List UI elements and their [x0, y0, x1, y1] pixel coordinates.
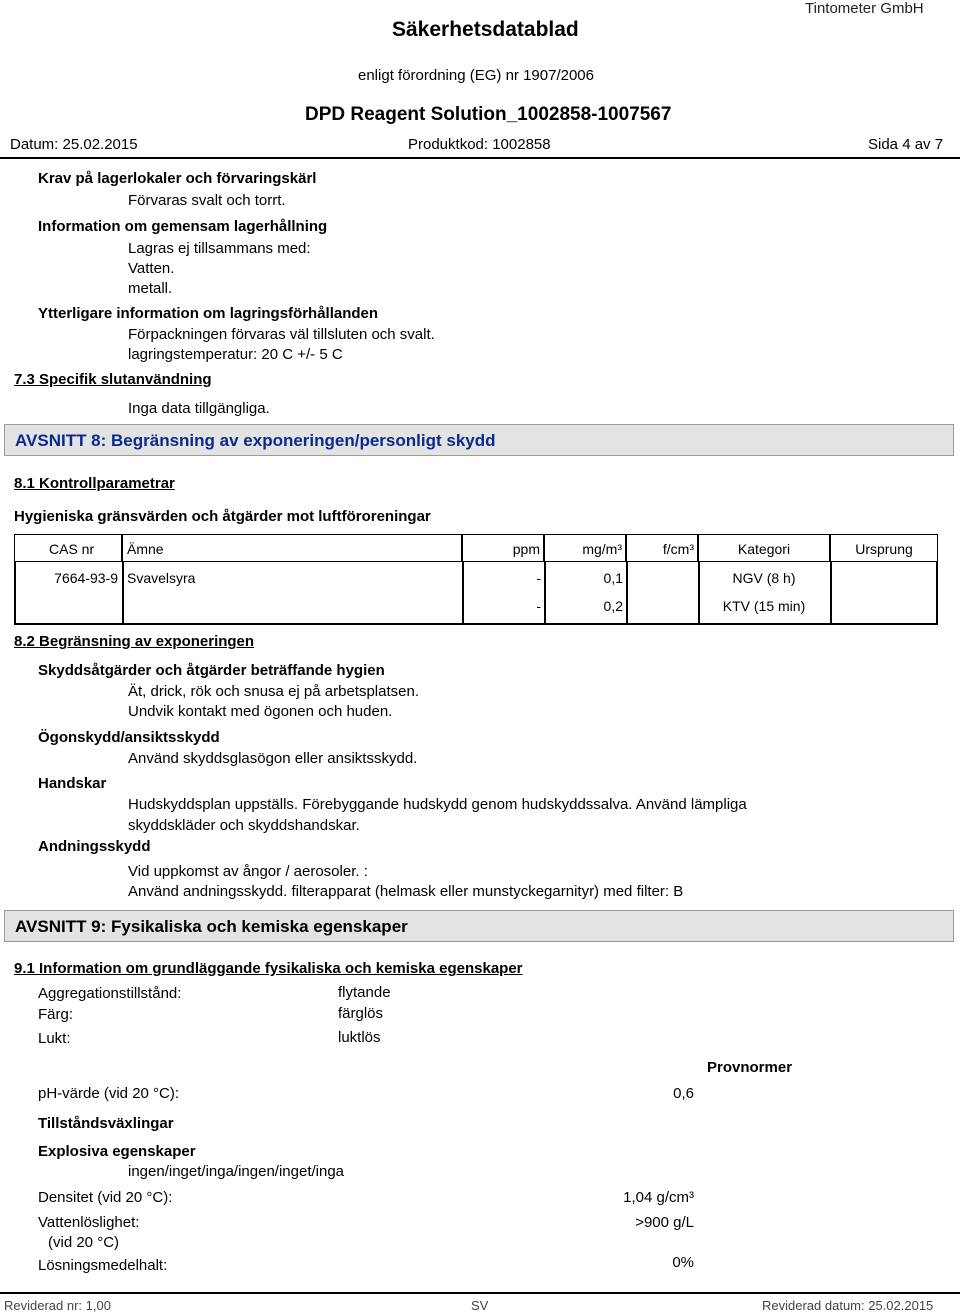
joint-storage-line: Vatten. [128, 260, 175, 277]
solvent-content-label: Lösningsmedelhalt: [38, 1257, 168, 1274]
table-cell-mg: 0,1 [603, 570, 623, 586]
color-label: Färg: [38, 1006, 74, 1023]
storage-extra-line: Förpackningen förvaras väl tillsluten och svalt. [128, 326, 435, 343]
physical-properties-heading: 9.1 Information om grundläggande fysikaliska och kemiska egenskaper [14, 960, 523, 977]
document-title: Säkerhetsdatablad [392, 18, 579, 41]
respiratory-line: Använd andningsskydd. filterapparat (helmask eller munstyckegarnityr) med filter: B [128, 883, 684, 900]
header-date: Datum: 25.02.2015 [10, 136, 138, 153]
respiratory-line: Vid uppkomst av ångor / aerosoler. : [128, 863, 368, 880]
table-border [936, 562, 938, 624]
end-use-text: Inga data tillgängliga. [128, 400, 270, 417]
table-border [830, 562, 832, 624]
state-value: flytande [338, 984, 391, 1001]
section-8-bar [4, 424, 954, 456]
density-value: 1,04 g/cm³ [623, 1189, 694, 1206]
regulation-line: enligt förordning (EG) nr 1907/2006 [358, 67, 594, 84]
storage-extra-line: lagringstemperatur: 20 C +/- 5 C [128, 346, 343, 363]
table-header-fibres: f/cm³ [626, 534, 698, 562]
storage-requirements-text: Förvaras svalt och torrt. [128, 192, 286, 209]
section-8-title: AVSNITT 8: Begränsning av exponeringen/personligt skydd [15, 431, 496, 450]
header-rule [0, 157, 960, 159]
control-parameters-heading: 8.1 Kontrollparametrar [14, 475, 175, 492]
storage-requirements-heading: Krav på lagerlokaler och förvaringskärl [38, 170, 317, 187]
phase-transitions-heading: Tillståndsväxlingar [38, 1115, 174, 1132]
gloves-line: skyddskläder och skyddshandskar. [128, 817, 360, 834]
state-label: Aggregationstillstånd: [38, 985, 182, 1002]
test-norms-heading: Provnormer [707, 1059, 793, 1076]
respiratory-heading: Andningsskydd [38, 838, 151, 855]
gloves-line: Hudskyddsplan uppställs. Förebyggande hudskydd genom hudskyddssalva. Använd lämpliga [128, 796, 747, 813]
hygiene-line: Ät, drick, rök och snusa ej på arbetsplatsen. [128, 683, 419, 700]
end-use-heading: 7.3 Specifik slutanvändning [14, 371, 212, 388]
joint-storage-line: Lagras ej tillsammans med: [128, 240, 311, 257]
table-header-category: Kategori [698, 534, 830, 562]
hygiene-heading: Skyddsåtgärder och åtgärder beträffande hygien [38, 662, 385, 679]
gloves-heading: Handskar [38, 775, 107, 792]
ph-label: pH-värde (vid 20 °C): [38, 1085, 180, 1102]
table-header-cas: CAS nr [14, 534, 122, 562]
exposure-controls-heading: 8.2 Begränsning av exponeringen [14, 633, 255, 650]
hygiene-line: Undvik kontakt med ögonen och huden. [128, 703, 393, 720]
table-header-substance: Ämne [122, 534, 462, 562]
header-page-number: Sida 4 av 7 [868, 136, 944, 153]
eye-protection-text: Använd skyddsglasögon eller ansiktsskydd. [128, 750, 418, 767]
footer-revised-date: Reviderad datum: 25.02.2015 [762, 1298, 934, 1313]
table-cell-mg: 0,2 [603, 598, 623, 614]
footer-rule [0, 1292, 960, 1294]
table-cell-category: KTV (15 min) [722, 598, 806, 614]
table-cell-ppm: - [536, 598, 541, 614]
section-9-bar [4, 910, 954, 942]
odor-label: Lukt: [38, 1030, 71, 1047]
solubility-label: Vattenlöslighet: [38, 1214, 140, 1231]
table-header-origin: Ursprung [830, 534, 938, 562]
explosive-heading: Explosiva egenskaper [38, 1143, 196, 1160]
storage-extra-heading: Ytterligare information om lagringsförhållanden [38, 305, 379, 322]
product-name: DPD Reagent Solution_1002858-1007567 [305, 104, 672, 125]
joint-storage-heading: Information om gemensam lagerhållning [38, 218, 328, 235]
table-header-ppm: ppm [462, 534, 544, 562]
color-value: färglös [338, 1005, 384, 1022]
table-border [122, 562, 124, 624]
joint-storage-line: metall. [128, 280, 173, 297]
density-label: Densitet (vid 20 °C): [38, 1189, 173, 1206]
section-9-title: AVSNITT 9: Fysikaliska och kemiska egenskaper [15, 917, 408, 936]
explosive-text: ingen/inget/inga/ingen/inget/inga [128, 1163, 345, 1180]
table-cell-category: NGV (8 h) [732, 570, 796, 586]
solubility-value: >900 g/L [635, 1214, 694, 1231]
table-cell-cas: 7664-93-9 [54, 570, 118, 586]
eye-protection-heading: Ögonskydd/ansiktsskydd [38, 729, 220, 746]
exposure-limits-table [14, 534, 938, 626]
table-border [626, 562, 628, 624]
header-product-code: Produktkod: 1002858 [408, 136, 551, 153]
company-name: Tintometer GmbH [805, 0, 924, 17]
exposure-limits-heading: Hygieniska gränsvärden och åtgärder mot luftföroreningar [14, 508, 431, 525]
table-cell-ppm: - [536, 570, 541, 586]
solubility-temp-label: (vid 20 °C) [48, 1234, 120, 1251]
footer-language: SV [471, 1298, 489, 1313]
table-cell-substance: Svavelsyra [127, 570, 196, 586]
solvent-content-value: 0% [672, 1254, 694, 1271]
ph-value: 0,6 [673, 1085, 694, 1102]
odor-value: luktlös [338, 1029, 381, 1046]
table-header-mg: mg/m³ [544, 534, 626, 562]
footer-revision: Reviderad nr: 1,00 [4, 1298, 111, 1313]
table-border [14, 623, 938, 625]
